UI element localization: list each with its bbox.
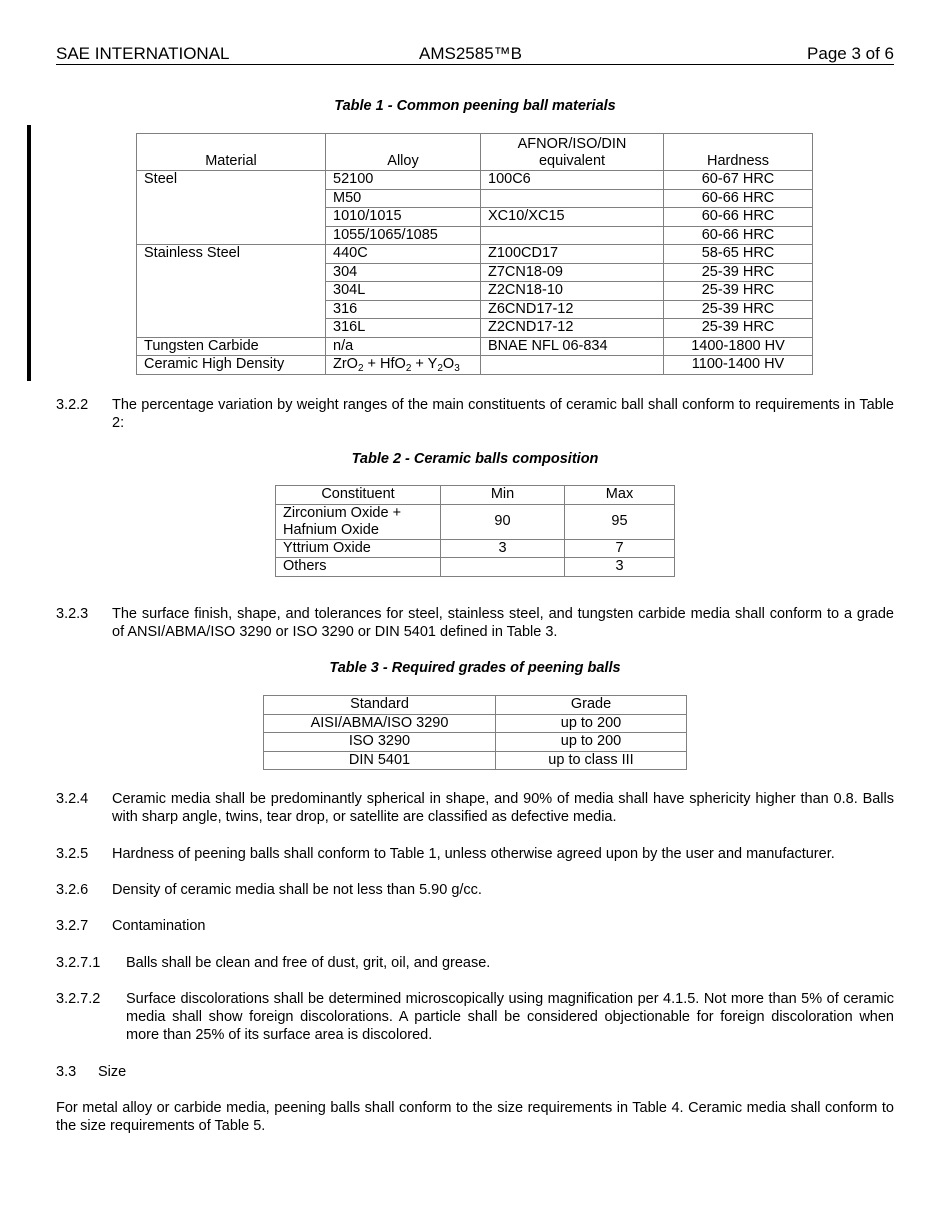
table1-caption: Table 1 - Common peening ball materials [334,98,616,114]
alloy-cell: 440C [326,245,481,264]
hardness-cell: 25-39 HRC [664,282,813,301]
equivalent-cell: BNAE NFL 06-834 [481,337,664,356]
equivalent-cell [481,189,664,208]
table-row [137,337,813,356]
min-cell: 3 [441,539,565,558]
hardness-cell: 1400-1800 HV [664,337,813,356]
paragraph-text: The percentage variation by weight ranges of the main constituents of ceramic ball shall conform to requirements in Table 2: [112,397,894,431]
paragraph-3-2-4 [56,790,894,826]
closing-paragraph: For metal alloy or carbide media, peening balls shall conform to the size requirements in Table 4. Ceramic media shall conform to the size requirements of Table 5. [56,1100,894,1134]
column-header: Material [137,134,326,171]
paragraph-3-2-7-2 [56,990,894,1044]
section-number: 3.2.4 [56,791,89,807]
alloy-cell: 1055/1065/1085 [326,226,481,245]
table3-required-grades [263,695,687,770]
column-header: Constituent [276,486,441,505]
table2-ceramic-composition [275,485,675,577]
material-cell: Tungsten Carbide [137,337,326,356]
header-page-number: Page 3 of 6 [807,44,894,63]
table-row [137,356,813,375]
section-number: 3.3 [56,1064,77,1080]
equivalent-cell [481,226,664,245]
paragraph-3-2-3 [56,605,894,641]
max-cell: 7 [565,539,675,558]
table-header-row [137,134,813,171]
material-cell: Ceramic High Density [137,356,326,375]
min-cell: 90 [441,504,565,539]
material-cell: Stainless Steel [137,245,326,338]
constituent-cell: Others [276,558,441,577]
hardness-cell: 58-65 HRC [664,245,813,264]
hardness-cell: 25-39 HRC [664,300,813,319]
paragraph-3-2-6 [56,881,894,899]
table-row [137,171,813,190]
equivalent-cell: Z7CN18-09 [481,263,664,282]
standard-cell: ISO 3290 [264,733,496,752]
header-doc-id: AMS2585™B [419,44,522,63]
constituent-cell: Yttrium Oxide [276,539,441,558]
table-header-row [264,696,687,715]
grade-cell: up to 200 [496,733,687,752]
constituent-cell: Zirconium Oxide + Hafnium Oxide [276,504,441,539]
column-header: AFNOR/ISO/DIN equivalent [481,134,664,171]
alloy-cell: 304 [326,263,481,282]
hardness-cell: 60-67 HRC [664,171,813,190]
page-header [56,44,894,65]
table-row [264,751,687,770]
section-number: 3.2.7.2 [56,991,101,1007]
table-row [276,539,675,558]
grade-cell: up to 200 [496,714,687,733]
alloy-cell: 1010/1015 [326,208,481,227]
table1-peening-ball-materials [136,133,813,375]
equivalent-cell: Z100CD17 [481,245,664,264]
header-org: SAE INTERNATIONAL [56,44,230,63]
equivalent-cell: Z2CND17-12 [481,319,664,338]
grade-cell: up to class III [496,751,687,770]
paragraph-text: Contamination [112,918,206,934]
equivalent-cell: XC10/XC15 [481,208,664,227]
max-cell: 95 [565,504,675,539]
paragraph-3-2-5 [56,845,894,863]
table2-caption: Table 2 - Ceramic balls composition [351,451,599,467]
equivalent-cell: Z2CN18-10 [481,282,664,301]
section-number: 3.2.2 [56,397,89,413]
column-header: Min [441,486,565,505]
paragraph-text: Density of ceramic media shall be not less than 5.90 g/cc. [112,882,482,898]
paragraph-3-2-7 [56,917,894,935]
standard-cell: AISI/ABMA/ISO 3290 [264,714,496,733]
standard-cell: DIN 5401 [264,751,496,770]
alloy-cell: 316L [326,319,481,338]
column-header: Alloy [326,134,481,171]
equivalent-cell: Z6CND17-12 [481,300,664,319]
alloy-cell: 316 [326,300,481,319]
column-header: Grade [496,696,687,715]
alloy-cell: 304L [326,282,481,301]
table3-caption: Table 3 - Required grades of peening balls [329,660,621,676]
column-header: Standard [264,696,496,715]
paragraph-3-3 [56,1063,894,1081]
alloy-cell-chemical-formula: $ZrO_2 + HfO_2 + Y_2O_3$ [326,356,481,375]
paragraph-text: The surface finish, shape, and tolerances for steel, stainless steel, and tungsten carbide media shall conform to a grade of ANSI/ABMA/ISO 3290 or ISO 3290 or DIN 5401 defined in Table 3. [112,606,894,640]
min-cell [441,558,565,577]
paragraph-3-2-7-1 [56,954,894,972]
alloy-cell: M50 [326,189,481,208]
hardness-cell: 25-39 HRC [664,263,813,282]
alloy-cell: n/a [326,337,481,356]
section-number: 3.2.6 [56,882,89,898]
hardness-cell: 25-39 HRC [664,319,813,338]
table-row [276,558,675,577]
table-row [264,714,687,733]
material-cell: Steel [137,171,326,245]
section-number: 3.2.7 [56,918,89,934]
table-row [276,504,675,539]
section-number: 3.2.5 [56,846,89,862]
hardness-cell: 1100-1400 HV [664,356,813,375]
column-header: Max [565,486,675,505]
max-cell: 3 [565,558,675,577]
section-number: 3.2.7.1 [56,955,101,971]
paragraph-text: Surface discolorations shall be determined microscopically using magnification per 4.1.5. Not more than 5% of ceramic media shall show foreign discolorations. A particle shall be considered objectionable for foreign discoloration when more than 25% of its surface area is discolored. [126,991,894,1043]
paragraph-3-2-2 [56,396,894,432]
paragraph-text: Balls shall be clean and free of dust, grit, oil, and grease. [126,955,491,971]
section-number: 3.2.3 [56,606,89,622]
alloy-cell: 52100 [326,171,481,190]
hardness-cell: 60-66 HRC [664,208,813,227]
table-row [264,733,687,752]
revision-change-bar [27,125,31,381]
table-header-row [276,486,675,505]
hardness-cell: 60-66 HRC [664,189,813,208]
column-header: Hardness [664,134,813,171]
paragraph-text: Hardness of peening balls shall conform to Table 1, unless otherwise agreed upon by the user and manufacturer. [112,846,835,862]
hardness-cell: 60-66 HRC [664,226,813,245]
table-row [137,245,813,264]
paragraph-text: Size [98,1064,127,1080]
paragraph-text: Ceramic media shall be predominantly spherical in shape, and 90% of media shall have sphericity higher than 0.8. Balls with sharp angle, twins, tear drop, or satellite are classified as defective media. [112,791,894,825]
equivalent-cell [481,356,664,375]
equivalent-cell: 100C6 [481,171,664,190]
